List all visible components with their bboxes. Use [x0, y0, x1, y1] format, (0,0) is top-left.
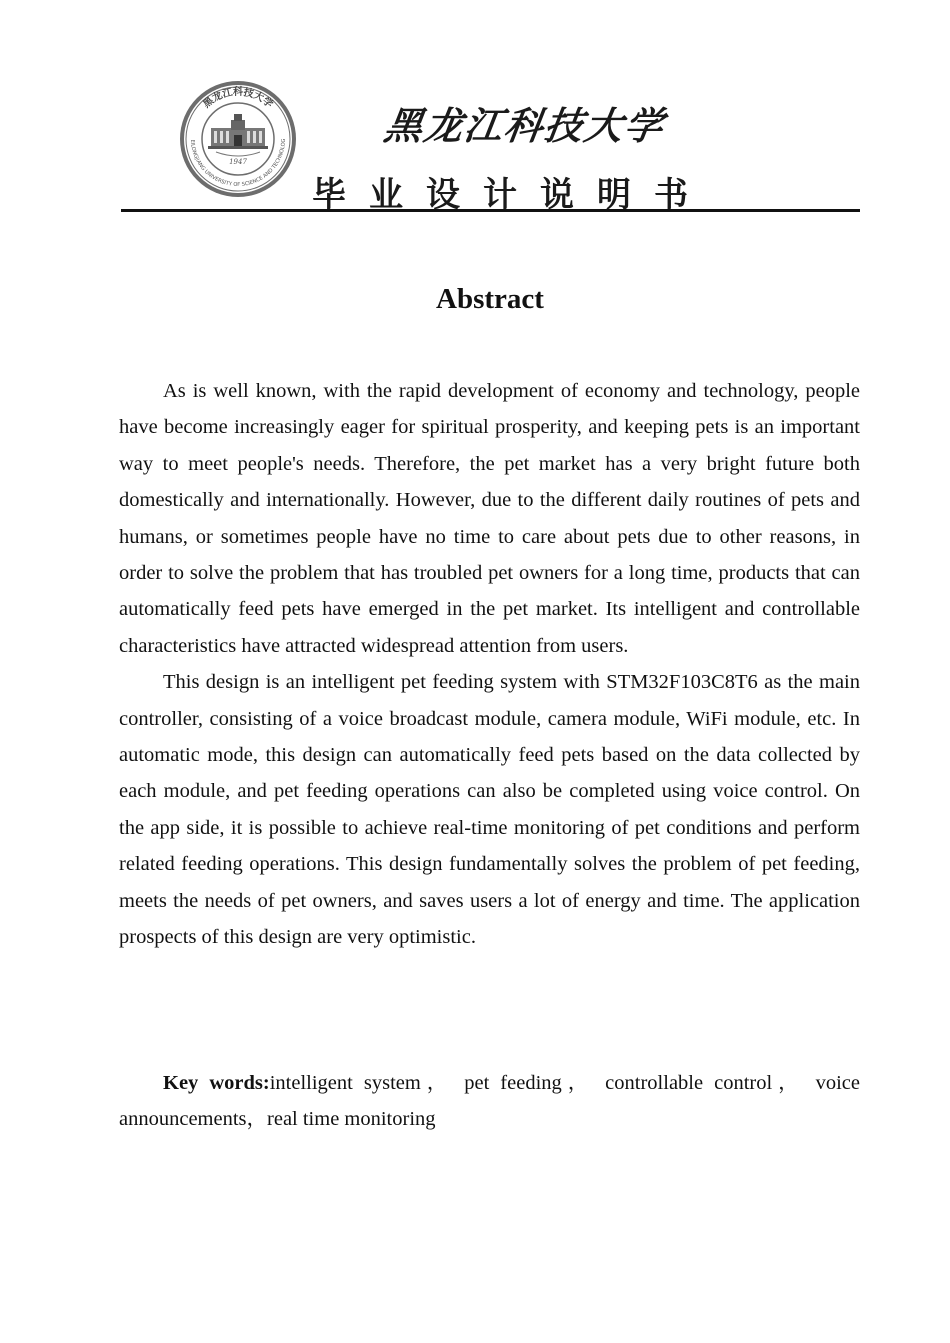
- abstract-body: [119, 373, 860, 956]
- university-name: 黑龙江科技大学: [381, 104, 668, 148]
- keywords-line: [119, 1065, 860, 1138]
- svg-text:1947: 1947: [229, 158, 247, 166]
- university-seal-logo: [178, 80, 298, 198]
- svg-text:黑龙江科技大学: 黑龙江科技大学: [201, 87, 275, 111]
- header-divider: [121, 209, 860, 212]
- svg-text:HEILONGJIANG UNIVERSITY OF SCI: EILONGJIANG UNIVERSITY OF SCIENCE AND TECHNOLOG: [188, 138, 288, 189]
- abstract-paragraph-1: As is well known, with the rapid development of economy and technology, people have become increasingly eager for spiritual prosperity, and keeping pets is an important way to meet people's needs. Therefore, the pet market has a very bright future both domestically and internationally. However, due to the different daily routines of pets and humans, or sometimes people have no time to care about pets due to other reasons, in order to solve the problem that has troubled pet owners for a long time, products that can automatically feed pets have emerged in the pet market. Its intelligent and controllable characteristics have attracted widespread attention from users.: [119, 380, 860, 657]
- abstract-paragraph-2: This design is an intelligent pet feeding system with STM32F103C8T6 as the main controller, consisting of a voice broadcast module, camera module, WiFi module, etc. In automatic mode, this design can automatically feed pets based on the data collected by each module, and pet feeding operations can also be completed using voice control. On the app side, it is possible to achieve real-time monitoring of pet conditions and perform related feeding operations. This design fundamentally solves the problem of pet feeding, meets the needs of pet owners, and saves users a lot of energy and time. The application prospects of this design are very optimistic.: [119, 671, 860, 949]
- document-type-title: 毕业设计说明书: [312, 175, 711, 215]
- keywords-label: Key words:: [163, 1072, 270, 1094]
- keywords-text: intelligent system， pet feeding， controllable control， voice announcements，real time monitoring: [119, 1072, 860, 1131]
- page-title: Abstract: [436, 283, 544, 315]
- document-header: [0, 0, 950, 215]
